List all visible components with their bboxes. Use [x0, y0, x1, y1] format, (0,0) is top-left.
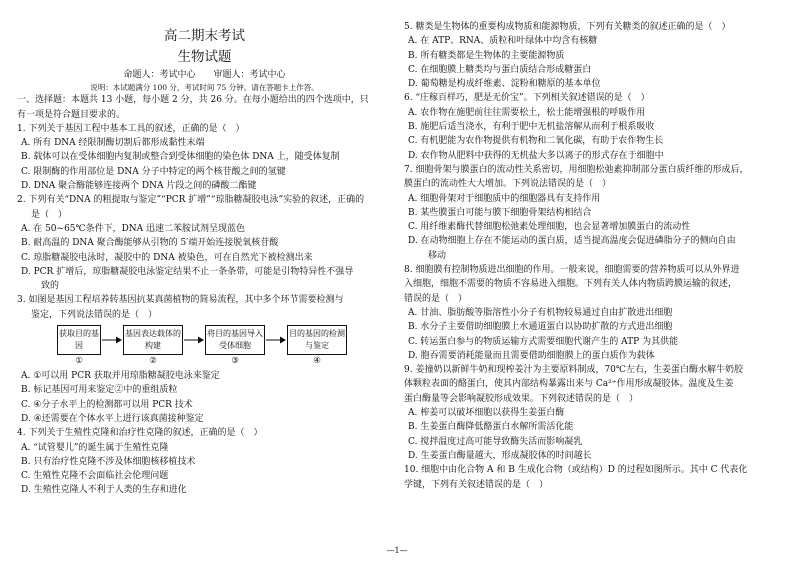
question-3 [17, 293, 392, 426]
option-a: A. 在 ATP、RNA、质粒和叶绿体中均含有核糖 [408, 36, 598, 47]
question-stem: 6. “庄稼百样巧，肥是无价宝”。下列相关叙述错误的是（ ） [404, 93, 650, 104]
option-c: C. 限制酶的作用部位是 DNA 分子中特定的两个核苷酸之间的氢键 [21, 166, 286, 177]
question-stem: 10. 细胞中由化合物 A 和 B 生成化合物（或结构）D 的过程如图所示。其中 C 代表化 [404, 465, 748, 476]
option-c: C. 琼脂糖凝胶电泳时，凝胶中的 DNA 被染色，可在自然光下被检测出来 [21, 252, 313, 263]
option-b: B. 某些膜蛋白可能与膜下细胞骨架结构相结合 [408, 207, 592, 218]
option-c: C. 有机肥能为农作物提供有机物和二氧化碳，有助于农作物生长 [408, 136, 664, 147]
left-column [17, 20, 392, 498]
option-d: D. DNA 聚合酶能够连接两个 DNA 片段之间的磷酸二酯键 [21, 181, 257, 192]
exam-title: 高二期末考试 [164, 28, 245, 44]
option-b: B. 标记基因可用来鉴定②中的重组质粒 [21, 385, 178, 396]
option-a: A. 细胞骨架对于细胞质中的细胞器具有支持作用 [408, 193, 601, 204]
exam-subject: 生物试题 [177, 49, 232, 65]
exam-note: 说明：本试题满分 100 分，考试时间 75 分钟。请在答题卡上作答。 [90, 83, 319, 93]
question-stem: 1. 下列关于基因工程中基本工具的叙述，正确的是（ ） [17, 123, 245, 134]
option-c: C. 生殖性克隆不会面临社会伦理问题 [21, 471, 169, 482]
arrow-right-icon [183, 325, 205, 355]
question-6 [404, 91, 780, 162]
question-stem-cont: 是（ ） [31, 209, 68, 220]
question-9 [404, 363, 780, 463]
question-stem: 4. 下列关于生殖性克隆和治疗性克隆的叙述，正确的是（ ） [17, 428, 263, 439]
option-a: A. ①可以用 PCR 获取并用琼脂糖凝胶电泳来鉴定 [21, 371, 220, 382]
exam-authors: 命题人：考试中心 审题人：考试中心 [123, 70, 286, 80]
question-stem: 5. 糖类是生物体的重要构成物质和能源物质，下列有关糖类的叙述正确的是（ ） [404, 22, 731, 32]
flow-step-3 [205, 325, 265, 367]
option-d: D. 葡萄糖是构成纤维素、淀粉和糖原的基本单位 [408, 79, 601, 90]
question-stem-cont: 膜蛋白的流动性大大增加。下列说法错误的是（ ） [404, 179, 612, 190]
question-stem-cont: 鉴定，下列说法错误的是（ ） [31, 309, 158, 320]
option-a: A. 榨姜可以破坏细胞以获得生姜蛋白酶 [408, 408, 565, 419]
question-5 [404, 20, 780, 91]
flow-step-4 [287, 325, 347, 367]
option-b: B. 耐高温的 DNA 聚合酶能够从引物的 5′端开始连接脱氧核苷酸 [21, 238, 279, 249]
option-c: C. ④分子水平上的检测都可以用 PCR 技术 [21, 399, 193, 410]
arrow-right-icon [265, 325, 287, 355]
option-a: A. 所有 DNA 经限制酶切割后都形成黏性末端 [21, 138, 205, 149]
question-stem-cont: 蛋白酶量等会影响凝胶形成效果。下列叙述错误的是（ ） [404, 393, 639, 404]
flow-step-2 [123, 325, 183, 367]
question-stem: 9. 姜撞奶以新鲜牛奶和现榨姜汁为主要原料制成，70℃左右，生姜蛋白酶水解牛奶胶 [404, 365, 743, 376]
option-d: D. PCR 扩增后，琼脂糖凝胶电泳鉴定结果不止一条条带，可能是引物特异性不强导 [21, 266, 354, 277]
question-stem-cont: 体颗粒表面的酪蛋白，使其内部结构暴露出来与 Ca²⁺作用形成凝胶体。温度及生姜 [404, 379, 734, 390]
question-10 [404, 463, 780, 492]
question-stem: 3. 如图是基因工程培养转基因抗某真菌植物的简易流程，其中多个环节需要检测与 [17, 295, 344, 306]
question-8 [404, 263, 780, 363]
option-d: D. ④还需要在个体水平上进行该真菌接种鉴定 [21, 413, 204, 424]
flow-number: ③ [231, 356, 239, 367]
arrow-right-icon [101, 325, 123, 355]
question-stem-cont: 错误的是（ ） [404, 293, 468, 304]
flow-box: 目的基因的检测与鉴定 [287, 325, 347, 355]
page-number: —1— [386, 546, 408, 555]
option-b: B. 只有治疗性克隆不涉及体细胞核移植技术 [21, 456, 196, 467]
flow-box: 将目的基因导入受体细胞 [205, 325, 265, 355]
question-stem-cont: 学键，下列有关叙述错误的是（ ） [404, 479, 549, 490]
option-b: B. 施肥后适当浇水，有利于肥中无机盐溶解从而利于根系吸收 [408, 122, 655, 133]
question-1 [17, 122, 392, 193]
option-b: B. 载体可以在受体细胞内复制或整合到受体细胞的染色体 DNA 上，随受体复制 [21, 152, 340, 163]
flow-number: ④ [313, 356, 321, 367]
option-c: C. 转运蛋白参与的物质运输方式需要细胞代谢产生的 ATP 为其供能 [408, 336, 679, 347]
question-stem: 8. 细胞膜有控制物质进出细胞的作用。一般来说，细胞需要的营养物质可以从外界进 [404, 265, 740, 276]
right-column [404, 20, 780, 492]
flow-number: ② [149, 356, 157, 367]
section-heading-line1: 一、选择题：本题共 13 小题，每小题 2 分，共 26 分。在每小题给出的四个选项中，只 [17, 95, 369, 106]
question-stem: 7. 细胞骨架与膜蛋白的流动性关系密切，用细胞松弛素抑制部分蛋白质纤维的形成后， [404, 164, 749, 175]
option-a: A. “试管婴儿”的诞生属于生殖性克隆 [21, 442, 169, 453]
section-heading-line2: 有一项是符合题目要求的。 [17, 109, 126, 120]
option-b: B. 所有糖类都是生物体的主要能源物质 [408, 50, 565, 61]
flow-number: ① [75, 356, 83, 367]
option-b: B. 水分子主要借助细胞膜上水通道蛋白以协助扩散的方式进出细胞 [408, 322, 673, 333]
question-4 [17, 426, 392, 497]
question-2 [17, 193, 392, 293]
option-d: D. 在动物细胞上存在不能运动的蛋白质，适当提高温度会促进磷脂分子的侧向自由 [408, 236, 736, 247]
question-stem-cont: 入细胞，细胞不需要的物质不容易进入细胞。下列有关人体内物质跨膜运输的叙述， [404, 279, 738, 290]
option-d: D. 农作物从肥料中获得的无机盐大多以离子的形式存在于细胞中 [408, 150, 664, 161]
flow-box: 获取目的基因 [57, 325, 101, 355]
option-a: A. 甘油、脂肪酸等脂溶性小分子有机物较易通过自由扩散进出细胞 [408, 307, 673, 318]
option-d-cont: 移动 [428, 250, 447, 261]
option-a: A. 在 50~65℃条件下，DNA 迅速二苯胺试剂呈现蓝色 [21, 223, 246, 234]
question-7 [404, 163, 780, 263]
option-b: B. 生姜蛋白酶降低酪蛋白水解所需活化能 [408, 422, 574, 433]
flow-box: 基因表达载体的构建 [123, 325, 183, 355]
flowchart [57, 325, 392, 367]
option-c: C. 搅拌温度过高可能导致酶失活而影响凝乳 [408, 436, 583, 447]
option-d: D. 生殖性克隆人不利于人类的生存和进化 [21, 485, 187, 496]
option-d: D. 胞吞需要消耗能量而且需要借助细胞膜上的蛋白质作为载体 [408, 350, 655, 361]
option-c: C. 用纤维素酶代替细胞松弛素处理细胞，也会显著增加膜蛋白的流动性 [408, 222, 691, 233]
option-d-cont: 致的 [41, 281, 60, 292]
flow-step-1 [57, 325, 101, 367]
option-d: D. 生姜蛋白酶量越大，形成凝胶体的时间越长 [408, 450, 592, 461]
option-c: C. 在细胞膜上糖类均与蛋白质结合形成糖蛋白 [408, 64, 592, 75]
question-stem: 2. 下列有关“DNA 的粗提取与鉴定”“PCR 扩增”“琼脂糖凝胶电泳”实验的叙述，正确的 [17, 195, 365, 206]
option-a: A. 农作物在施肥前往往需要松土，松土能增强根的呼吸作用 [408, 107, 646, 118]
